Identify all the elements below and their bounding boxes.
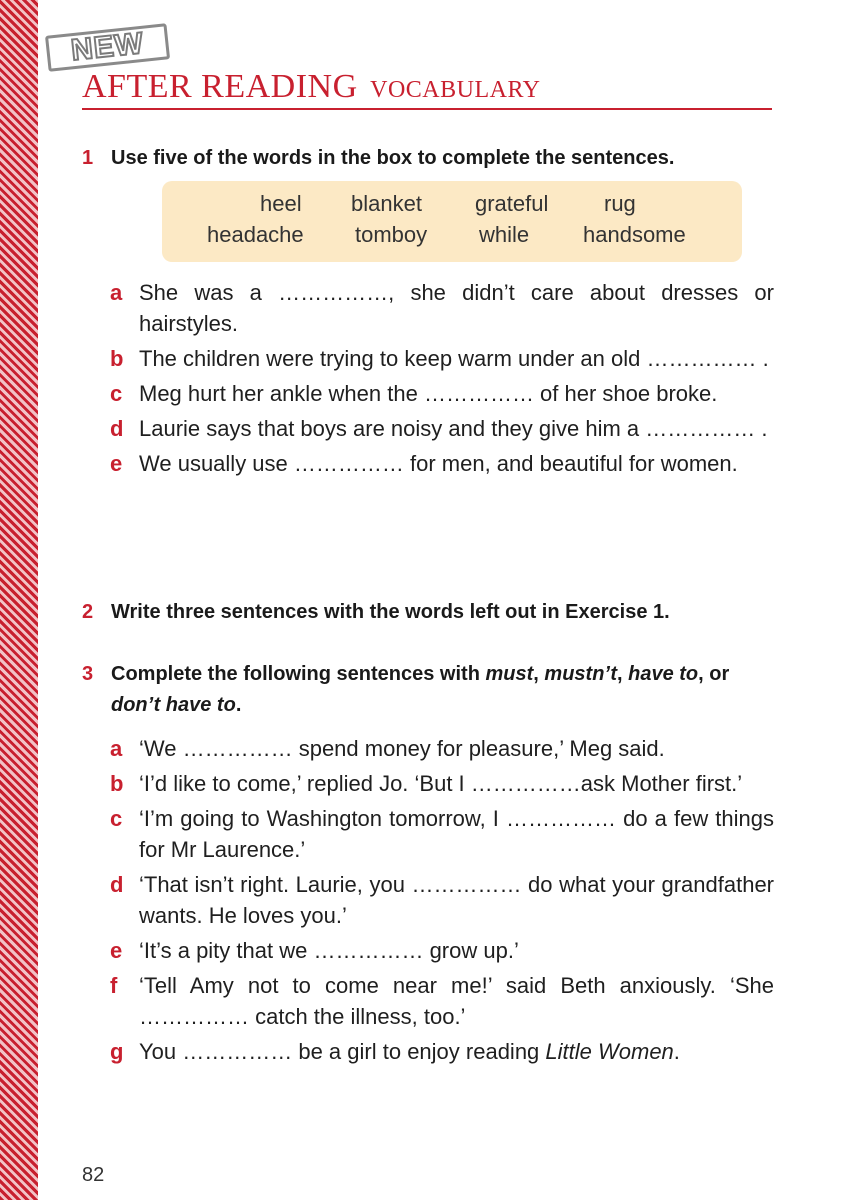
item-text: ‘I’d like to come,’ replied Jo. ‘But I ……………ask Mother first.’ xyxy=(139,771,743,796)
modal-must: must xyxy=(485,663,534,685)
list-item xyxy=(110,803,774,865)
word-box xyxy=(162,181,742,262)
section-title xyxy=(82,68,772,110)
word: handsome xyxy=(583,222,686,247)
exercise-2-instruction xyxy=(82,597,777,628)
item-letter: g xyxy=(110,1039,124,1064)
exercise-text: Write three sentences with the words left out in Exercise 1. xyxy=(111,601,670,623)
exercise-number: 2 xyxy=(82,601,94,623)
item-text: Meg hurt her ankle when the …………… of her shoe broke. xyxy=(139,381,718,406)
item-text: You …………… be a girl to enjoy reading xyxy=(139,1039,546,1064)
new-badge-label: NEW xyxy=(69,26,146,68)
word: tomboy xyxy=(355,222,428,247)
item-letter: a xyxy=(110,736,123,761)
item-text: ‘I’m going to Washington tomorrow, I …………… do a few things for Mr Laurence.’ xyxy=(139,806,774,862)
page-number: 82 xyxy=(82,1164,105,1186)
separator: , xyxy=(616,663,629,685)
item-text: ‘It’s a pity that we …………… grow up.’ xyxy=(139,938,519,963)
exercise-number: 1 xyxy=(82,147,94,169)
list-item xyxy=(110,935,774,966)
instruction-end: . xyxy=(235,694,242,716)
list-item xyxy=(110,768,774,799)
item-text: We usually use …………… for men, and beautiful for women. xyxy=(139,451,738,476)
list-item xyxy=(110,343,774,374)
new-badge xyxy=(45,23,170,72)
item-text: She was a ……………, she didn’t care about dresses or hairstyles. xyxy=(139,280,774,336)
item-letter: e xyxy=(110,451,123,476)
modal-dont-have-to: don’t have to xyxy=(111,694,236,716)
item-letter: a xyxy=(110,280,123,305)
item-letter: c xyxy=(110,381,123,406)
list-item xyxy=(110,733,774,764)
modal-have-to: have to xyxy=(628,663,699,685)
exercise-3-instruction xyxy=(82,659,777,721)
modal-mustnt: mustn’t xyxy=(544,663,617,685)
instruction-prefix: Complete the following sentences with xyxy=(111,663,486,685)
word: blanket xyxy=(351,191,422,216)
list-item xyxy=(110,970,774,1032)
list-item xyxy=(110,277,774,339)
exercise-number: 3 xyxy=(82,663,94,685)
list-item xyxy=(110,869,774,931)
item-end: . xyxy=(673,1039,680,1064)
item-text: ‘That isn’t right. Laurie, you …………… do what your grandfather wants. He loves you.’ xyxy=(139,872,774,928)
exercise-3-items xyxy=(110,733,774,1071)
list-item xyxy=(110,448,774,479)
separator: , or xyxy=(698,663,730,685)
decorative-stripe xyxy=(0,0,38,1200)
item-letter: d xyxy=(110,416,124,441)
list-item xyxy=(110,413,774,444)
word: heel xyxy=(260,191,302,216)
list-item xyxy=(110,1036,774,1067)
item-letter: e xyxy=(110,938,123,963)
word: while xyxy=(479,222,530,247)
exercise-1-items xyxy=(110,277,774,483)
item-letter: b xyxy=(110,771,124,796)
item-letter: b xyxy=(110,346,124,371)
item-letter: d xyxy=(110,872,124,897)
exercise-1-instruction xyxy=(82,143,777,174)
book-title: Little Women xyxy=(545,1039,674,1064)
word: headache xyxy=(207,222,304,247)
item-text: Laurie says that boys are noisy and they give him a …………… . xyxy=(139,416,768,441)
item-text: The children were trying to keep warm under an old …………… . xyxy=(139,346,769,371)
word: grateful xyxy=(475,191,549,216)
title-sub: VOCABULARY xyxy=(370,77,541,103)
exercise-text: Use five of the words in the box to complete the sentences. xyxy=(111,147,675,169)
word: rug xyxy=(604,191,636,216)
item-text: ‘Tell Amy not to come near me!’ said Beth anxiously. ‘She …………… catch the illness, too.’ xyxy=(139,973,774,1029)
exercise-text xyxy=(111,659,777,721)
item-letter: f xyxy=(110,973,118,998)
separator: , xyxy=(533,663,545,685)
list-item xyxy=(110,378,774,409)
item-text: ‘We …………… spend money for pleasure,’ Meg said. xyxy=(139,736,665,761)
item-letter: c xyxy=(110,806,123,831)
title-main: AFTER READING xyxy=(82,68,358,105)
